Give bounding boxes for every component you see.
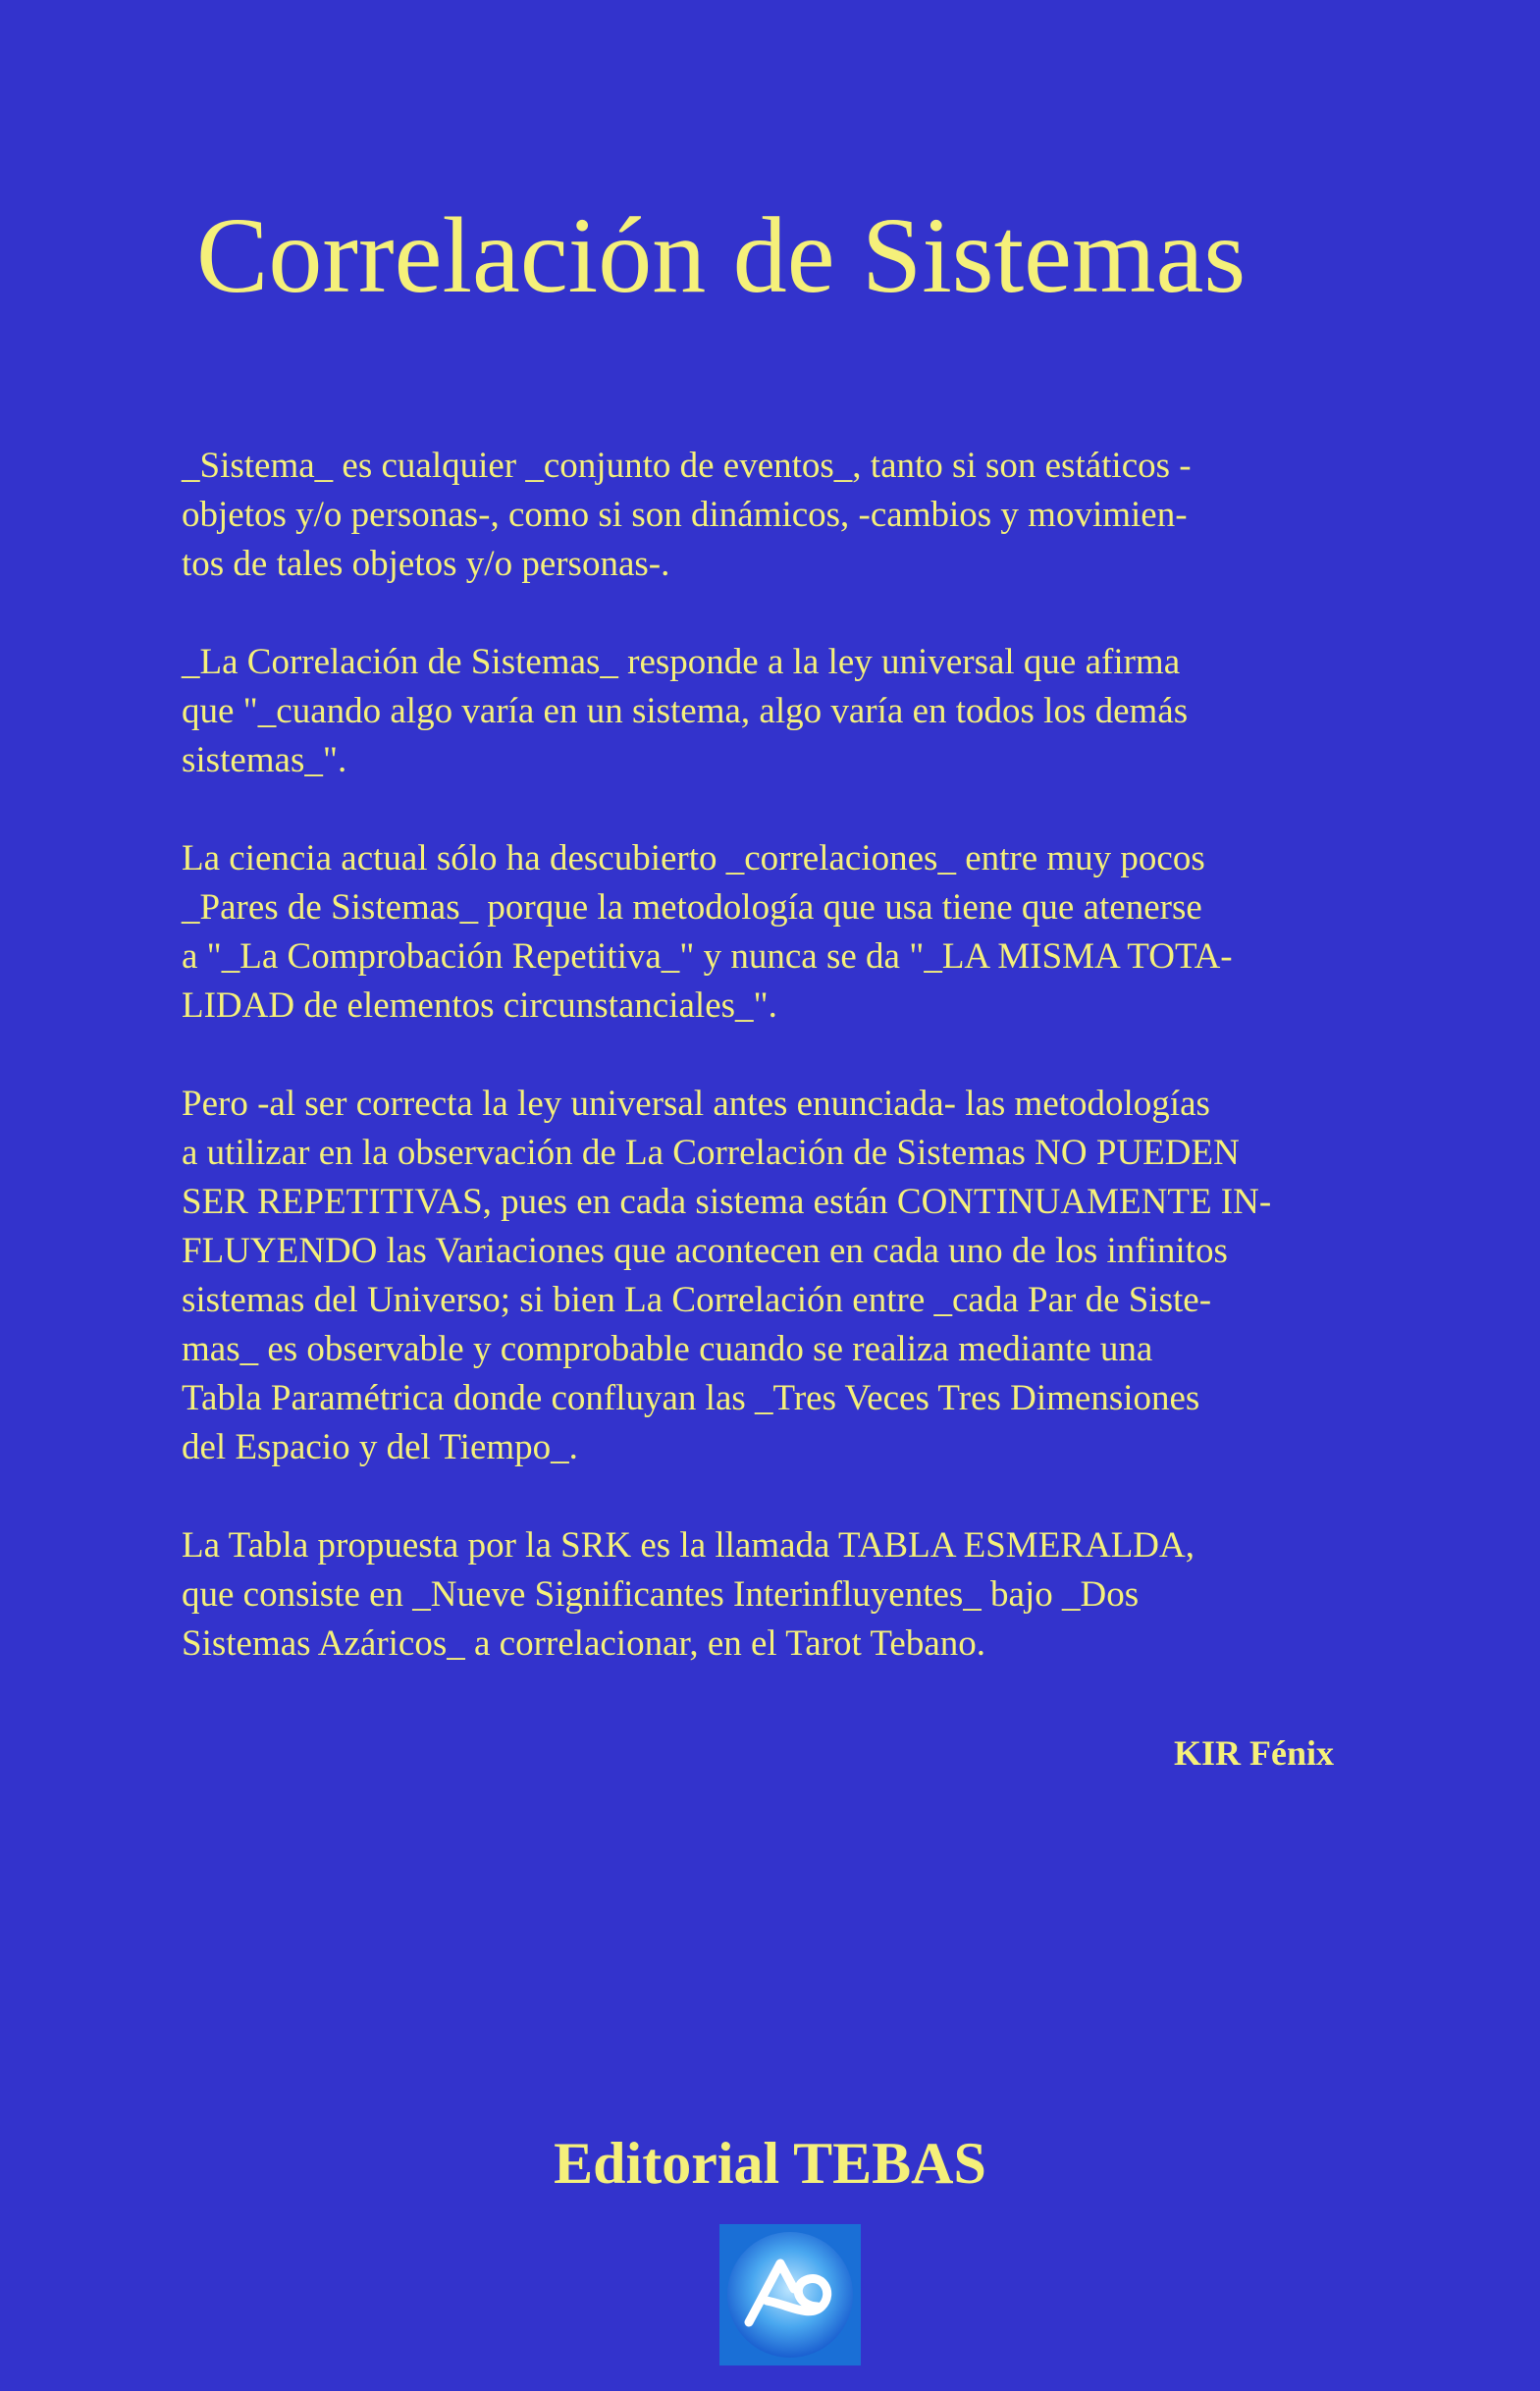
paragraph-1 [182, 442, 1458, 589]
text-line: Pero -al ser correcta la ley universal antes enunciada- las metodologías [182, 1084, 1210, 1124]
text-line: a "_La Comprobación Repetitiva_" y nunca se da "_LA MISMA TOTA- [182, 936, 1233, 977]
text-line: La ciencia actual sólo ha descubierto _correlaciones_ entre muy pocos [182, 838, 1205, 878]
text-line: FLUYENDO las Variaciones que acontecen en cada uno de los infinitos [182, 1231, 1228, 1271]
text-line: objetos y/o personas-, como si son dinámicos, -cambios y movimien- [182, 495, 1188, 535]
body-text [182, 442, 1458, 1718]
text-line: _La Correlación de Sistemas_ responde a la ley universal que afirma [182, 642, 1181, 682]
text-line: que "_cuando algo varía en un sistema, algo varía en todos los demás [182, 691, 1189, 731]
text-line: mas_ es observable y comprobable cuando se realiza mediante una [182, 1329, 1153, 1369]
text-line: SER REPETITIVAS, pues en cada sistema están CONTINUAMENTE IN- [182, 1182, 1272, 1222]
paragraph-5 [182, 1521, 1458, 1669]
page-title: Correlación de Sistemas [196, 195, 1247, 315]
text-line: La Tabla propuesta por la SRK es la llamada TABLA ESMERALDA, [182, 1525, 1195, 1566]
text-line: _Pares de Sistemas_ porque la metodología que usa tiene que atenerse [182, 887, 1202, 928]
text-line: sistemas del Universo; si bien La Correlación entre _cada Par de Siste- [182, 1280, 1212, 1320]
text-line: del Espacio y del Tiempo_. [182, 1427, 578, 1467]
author-signature: KIR Fénix [1174, 1733, 1335, 1773]
paragraph-3 [182, 834, 1458, 1031]
text-line: _Sistema_ es cualquier _conjunto de eventos_, tanto si son estáticos - [182, 446, 1192, 486]
text-line: a utilizar en la observación de La Correlación de Sistemas NO PUEDEN [182, 1133, 1240, 1173]
paragraph-2 [182, 638, 1458, 785]
text-line: tos de tales objetos y/o personas-. [182, 544, 670, 584]
text-line: Tabla Paramétrica donde confluyan las _Tres Veces Tres Dimensiones [182, 1378, 1200, 1418]
publisher-name: Editorial TEBAS [554, 2131, 986, 2196]
text-line: LIDAD de elementos circunstanciales_". [182, 985, 777, 1026]
text-line: que consiste en _Nueve Significantes Interinfluyentes_ bajo _Dos [182, 1574, 1140, 1615]
text-line: Sistemas Azáricos_ a correlacionar, en el Tarot Tebano. [182, 1623, 986, 1664]
paragraph-4 [182, 1080, 1458, 1472]
text-line: sistemas_". [182, 740, 347, 780]
tebas-logo-icon [719, 2224, 861, 2365]
